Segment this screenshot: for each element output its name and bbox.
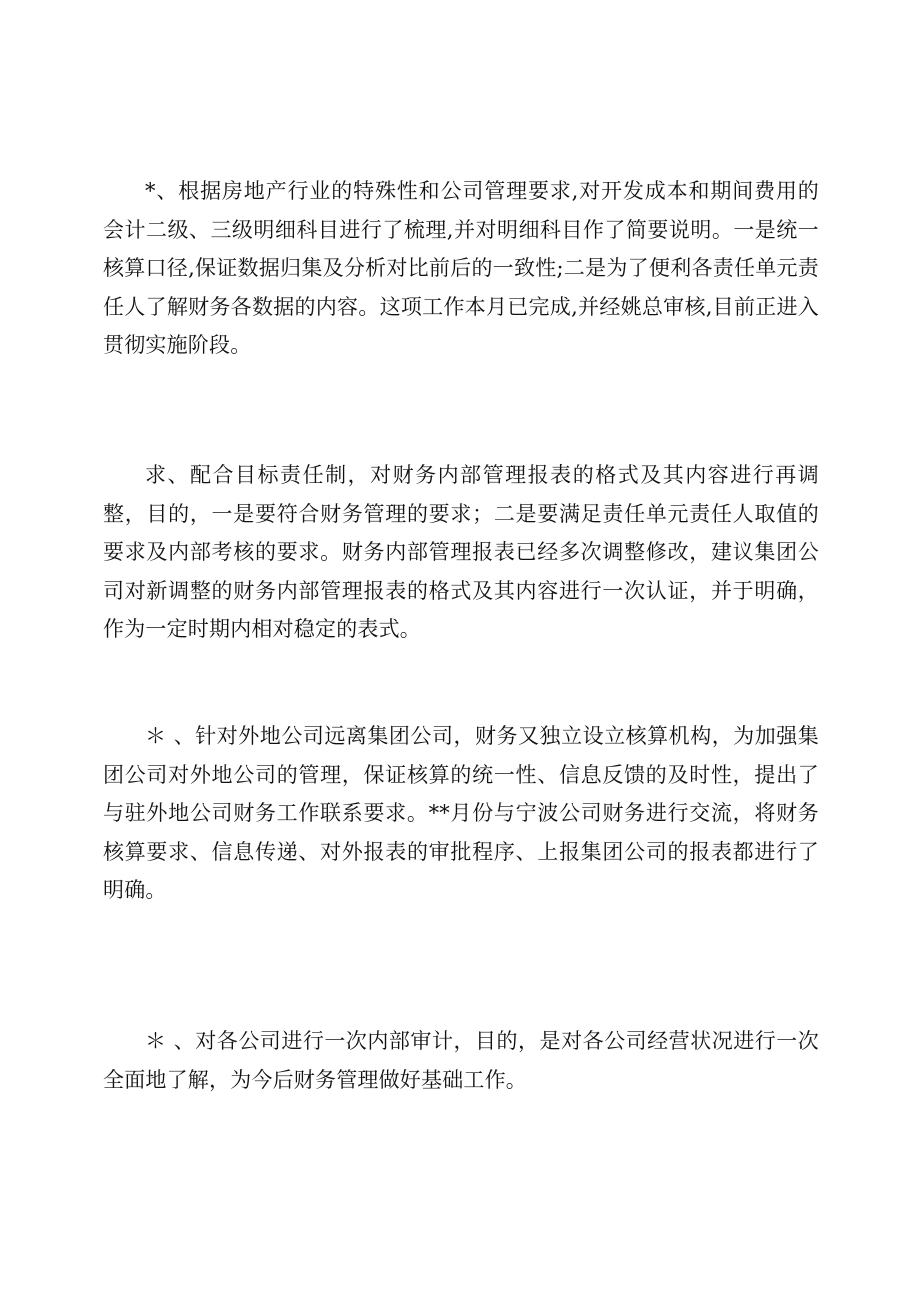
paragraph-chart-of-accounts: *、根据房地产行业的特殊性和公司管理要求,对开发成本和期间费用的会计二级、三级明细科目进行了梳理,并对明细科目作了简要说明。一是统一核算口径,保证数据归集及分析对比前后的一致性;二是为了便利各责任单元责任人了解财务各数据的内容。这项工作本月已完成,并经姚总审核,目前正进入贯彻实施阶段。 — [103, 179, 819, 357]
paragraph-branch-companies: ＊ 、针对外地公司远离集团公司，财务又独立设立核算机构，为加强集团公司对外地公司的管理，保证核算的统一性、信息反馈的及时性，提出了与驻外地公司财务工作联系要求。**月份与宁波公司财务进行交流，将财务核算要求、信息传递、对外报表的审批程序、上报集团公司的报表都进行了明确。 — [103, 724, 819, 902]
paragraph-internal-reports: 求、配合目标责任制，对财务内部管理报表的格式及其内容进行再调整，目的，一是要符合财务管理的要求；二是要满足责任单元责任人取值的要求及内部考核的要求。财务内部管理报表已经多次调整修改，建议集团公司对新调整的财务内部管理报表的格式及其内容进行一次认证，并于明确，作为一定时期内相对稳定的表式。 — [103, 463, 819, 641]
paragraph-internal-audit: ＊ 、对各公司进行一次内部审计，目的，是对各公司经营状况进行一次全面地了解，为今后财务管理做好基础工作。 — [103, 1029, 819, 1092]
